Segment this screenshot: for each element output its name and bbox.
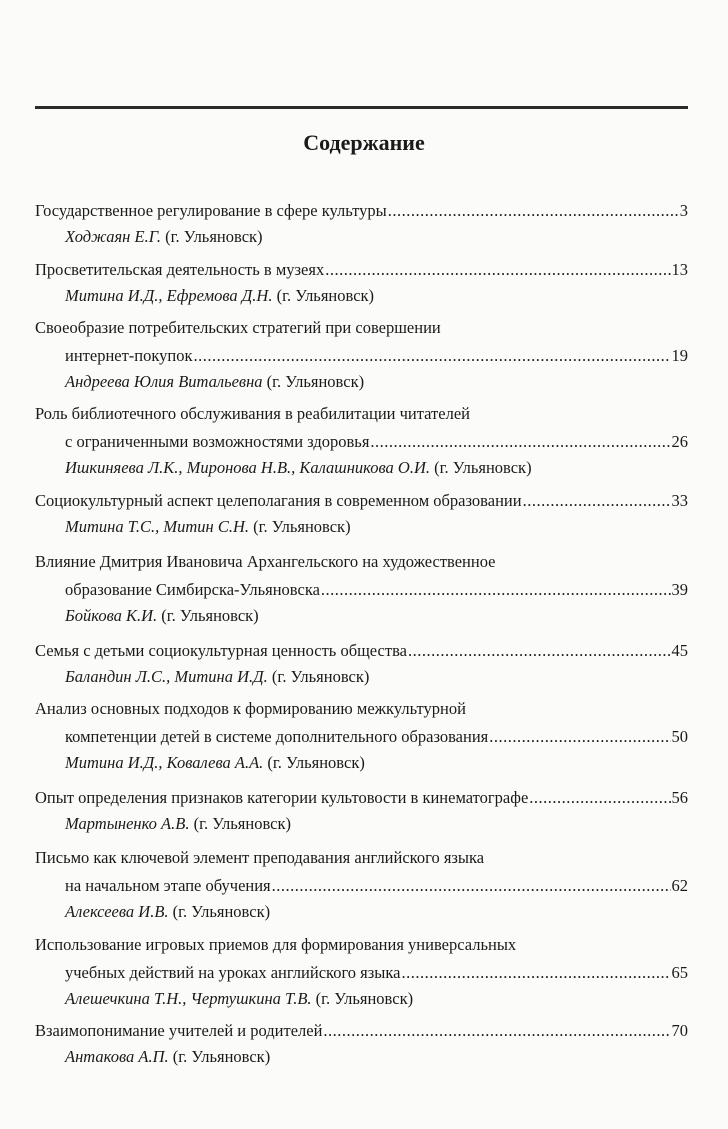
toc-city: (г. Ульяновск) (276, 286, 375, 305)
toc-entry (35, 695, 688, 775)
toc-entry-title-line (35, 959, 688, 987)
toc-city: (г. Ульяновск) (266, 372, 365, 391)
toc-entry-author-line (35, 284, 688, 308)
toc-entry-title: Просветительская деятельность в музеях (35, 260, 325, 279)
toc-authors: Митина Т.С., Митин С.Н. (65, 517, 250, 536)
toc-entry-title-line (35, 256, 688, 284)
toc-entry-title: Роль библиотечного обслуживания в реабилитации читателей (35, 404, 470, 423)
toc-city: (г. Ульяновск) (315, 989, 414, 1008)
toc-city: (г. Ульяновск) (253, 517, 351, 536)
toc-entry-author-line (35, 812, 688, 836)
toc-entry-title: интернет-покупок (65, 346, 193, 365)
toc-entry (35, 1017, 688, 1069)
toc-page-number: 26 (671, 432, 688, 451)
toc-page-number: 70 (671, 1021, 688, 1040)
toc-entry (35, 256, 688, 308)
toc-entry-title: Взаимопонимание учителей и родителей (35, 1021, 323, 1040)
toc-entry (35, 844, 688, 924)
toc-entry (35, 487, 688, 539)
dot-leader (523, 487, 671, 515)
toc-entry-author-line (35, 1045, 688, 1069)
toc-entry-author-line (35, 751, 688, 775)
dot-leader (401, 959, 670, 987)
toc-entry (35, 931, 688, 1011)
toc-page-number: 56 (671, 788, 688, 807)
toc-entry-title-line (35, 723, 688, 751)
toc-entry-title-line (35, 844, 688, 872)
toc-authors: Ишкиняева Л.К., Миронова Н.В., Калашникова О.И. (65, 458, 431, 477)
header-rule (35, 106, 688, 109)
toc-entry-author-line (35, 665, 688, 689)
toc-entry-author-line (35, 604, 688, 628)
page-title: Содержание (303, 130, 425, 155)
dot-leader (194, 342, 671, 370)
toc-page-number: 13 (671, 260, 688, 279)
toc-entry (35, 400, 688, 480)
toc-authors: Ходжаян Е.Г. (65, 227, 161, 246)
toc-entry-author-line (35, 987, 688, 1011)
toc-entry-title-line (35, 695, 688, 723)
dot-leader (529, 784, 670, 812)
toc-entry-title: на начальном этапе обучения (65, 876, 271, 895)
toc-entry-title: с ограниченными возможностями здоровья (65, 432, 370, 451)
toc-city: (г. Ульяновск) (193, 814, 292, 833)
toc-authors: Митина И.Д., Ефремова Д.Н. (65, 286, 273, 305)
dot-leader (489, 723, 670, 751)
toc-entry-title-line (35, 637, 688, 665)
toc-page-number: 45 (671, 641, 688, 660)
toc-authors: Бойкова К.И. (65, 606, 158, 625)
toc-authors: Алексеева И.В. (65, 902, 169, 921)
toc-entry-title: Семья с детьми социокультурная ценность общества (35, 641, 407, 660)
dot-leader (325, 256, 670, 284)
toc-entry-title-line (35, 428, 688, 456)
toc-authors: Антакова А.П. (65, 1047, 169, 1066)
toc-city: (г. Ульяновск) (172, 1047, 271, 1066)
toc-entry-title-line (35, 314, 688, 342)
toc-entry-title: Использование игровых приемов для формирования универсальных (35, 935, 517, 954)
toc-city: (г. Ульяновск) (271, 667, 370, 686)
toc-authors: Алешечкина Т.Н., Чертушкина Т.В. (65, 989, 312, 1008)
toc-authors: Митина И.Д., Ковалева А.А. (65, 753, 264, 772)
toc-entry-title-line (35, 1017, 688, 1045)
toc-page-number: 19 (671, 346, 688, 365)
dot-leader (388, 197, 679, 225)
toc-entry-title-line (35, 576, 688, 604)
toc-entry-author-line (35, 225, 688, 249)
dot-leader (323, 1017, 670, 1045)
toc-entry-title: Социокультурный аспект целеполагания в современном образовании (35, 491, 522, 510)
toc-city: (г. Ульяновск) (434, 458, 532, 477)
toc-entry (35, 637, 688, 689)
toc-page-number: 65 (671, 963, 688, 982)
toc-page-number: 33 (671, 491, 688, 510)
toc-entry-title-line (35, 400, 688, 428)
toc-entry-title: Государственное регулирование в сфере культуры (35, 201, 387, 220)
toc-entry-title: Анализ основных подходов к формированию межкультурной (35, 699, 466, 718)
toc-entry-title: образование Симбирска-Ульяновска (65, 580, 320, 599)
toc-entry (35, 548, 688, 628)
toc-entry-title: Письмо как ключевой элемент преподавания английского языка (35, 848, 485, 867)
dot-leader (272, 872, 671, 900)
toc-entry-title-line (35, 197, 688, 225)
toc-entry-title-line (35, 872, 688, 900)
toc-city: (г. Ульяновск) (267, 753, 365, 772)
toc-city: (г. Ульяновск) (172, 902, 271, 921)
dot-leader (321, 576, 671, 604)
toc-entry-title-line (35, 342, 688, 370)
toc-entry (35, 314, 688, 394)
toc-entry-title: Влияние Дмитрия Ивановича Архангельского на художественное (35, 552, 496, 571)
toc-city: (г. Ульяновск) (161, 606, 259, 625)
toc-entry-title: Своеобразие потребительских стратегий при совершении (35, 318, 441, 337)
dot-leader (408, 637, 671, 665)
toc-entry-author-line (35, 900, 688, 924)
toc-entry-author-line (35, 370, 688, 394)
toc-authors: Мартыненко А.В. (65, 814, 190, 833)
toc-authors: Баландин Л.С., Митина И.Д. (65, 667, 268, 686)
toc-entry-title-line (35, 784, 688, 812)
toc-entry-title: компетенции детей в системе дополнительного образования (65, 727, 489, 746)
toc-entry-title: Опыт определения признаков категории культовости в кинематографе (35, 788, 529, 807)
toc-entry-title: учебных действий на уроках английского языка (65, 963, 401, 982)
toc-page-number: 62 (671, 876, 688, 895)
toc-entry-author-line (35, 456, 688, 480)
toc-entry (35, 197, 688, 249)
toc-entry (35, 784, 688, 836)
toc-entry-title-line (35, 487, 688, 515)
toc-entry-author-line (35, 515, 688, 539)
toc-page-number: 3 (679, 201, 688, 220)
toc-city: (г. Ульяновск) (165, 227, 263, 246)
toc-entry-title-line (35, 548, 688, 576)
toc-entry-title-line (35, 931, 688, 959)
dot-leader (370, 428, 670, 456)
toc-authors: Андреева Юлия Витальевна (65, 372, 263, 391)
toc-page-number: 50 (671, 727, 688, 746)
toc-page-number: 39 (671, 580, 688, 599)
